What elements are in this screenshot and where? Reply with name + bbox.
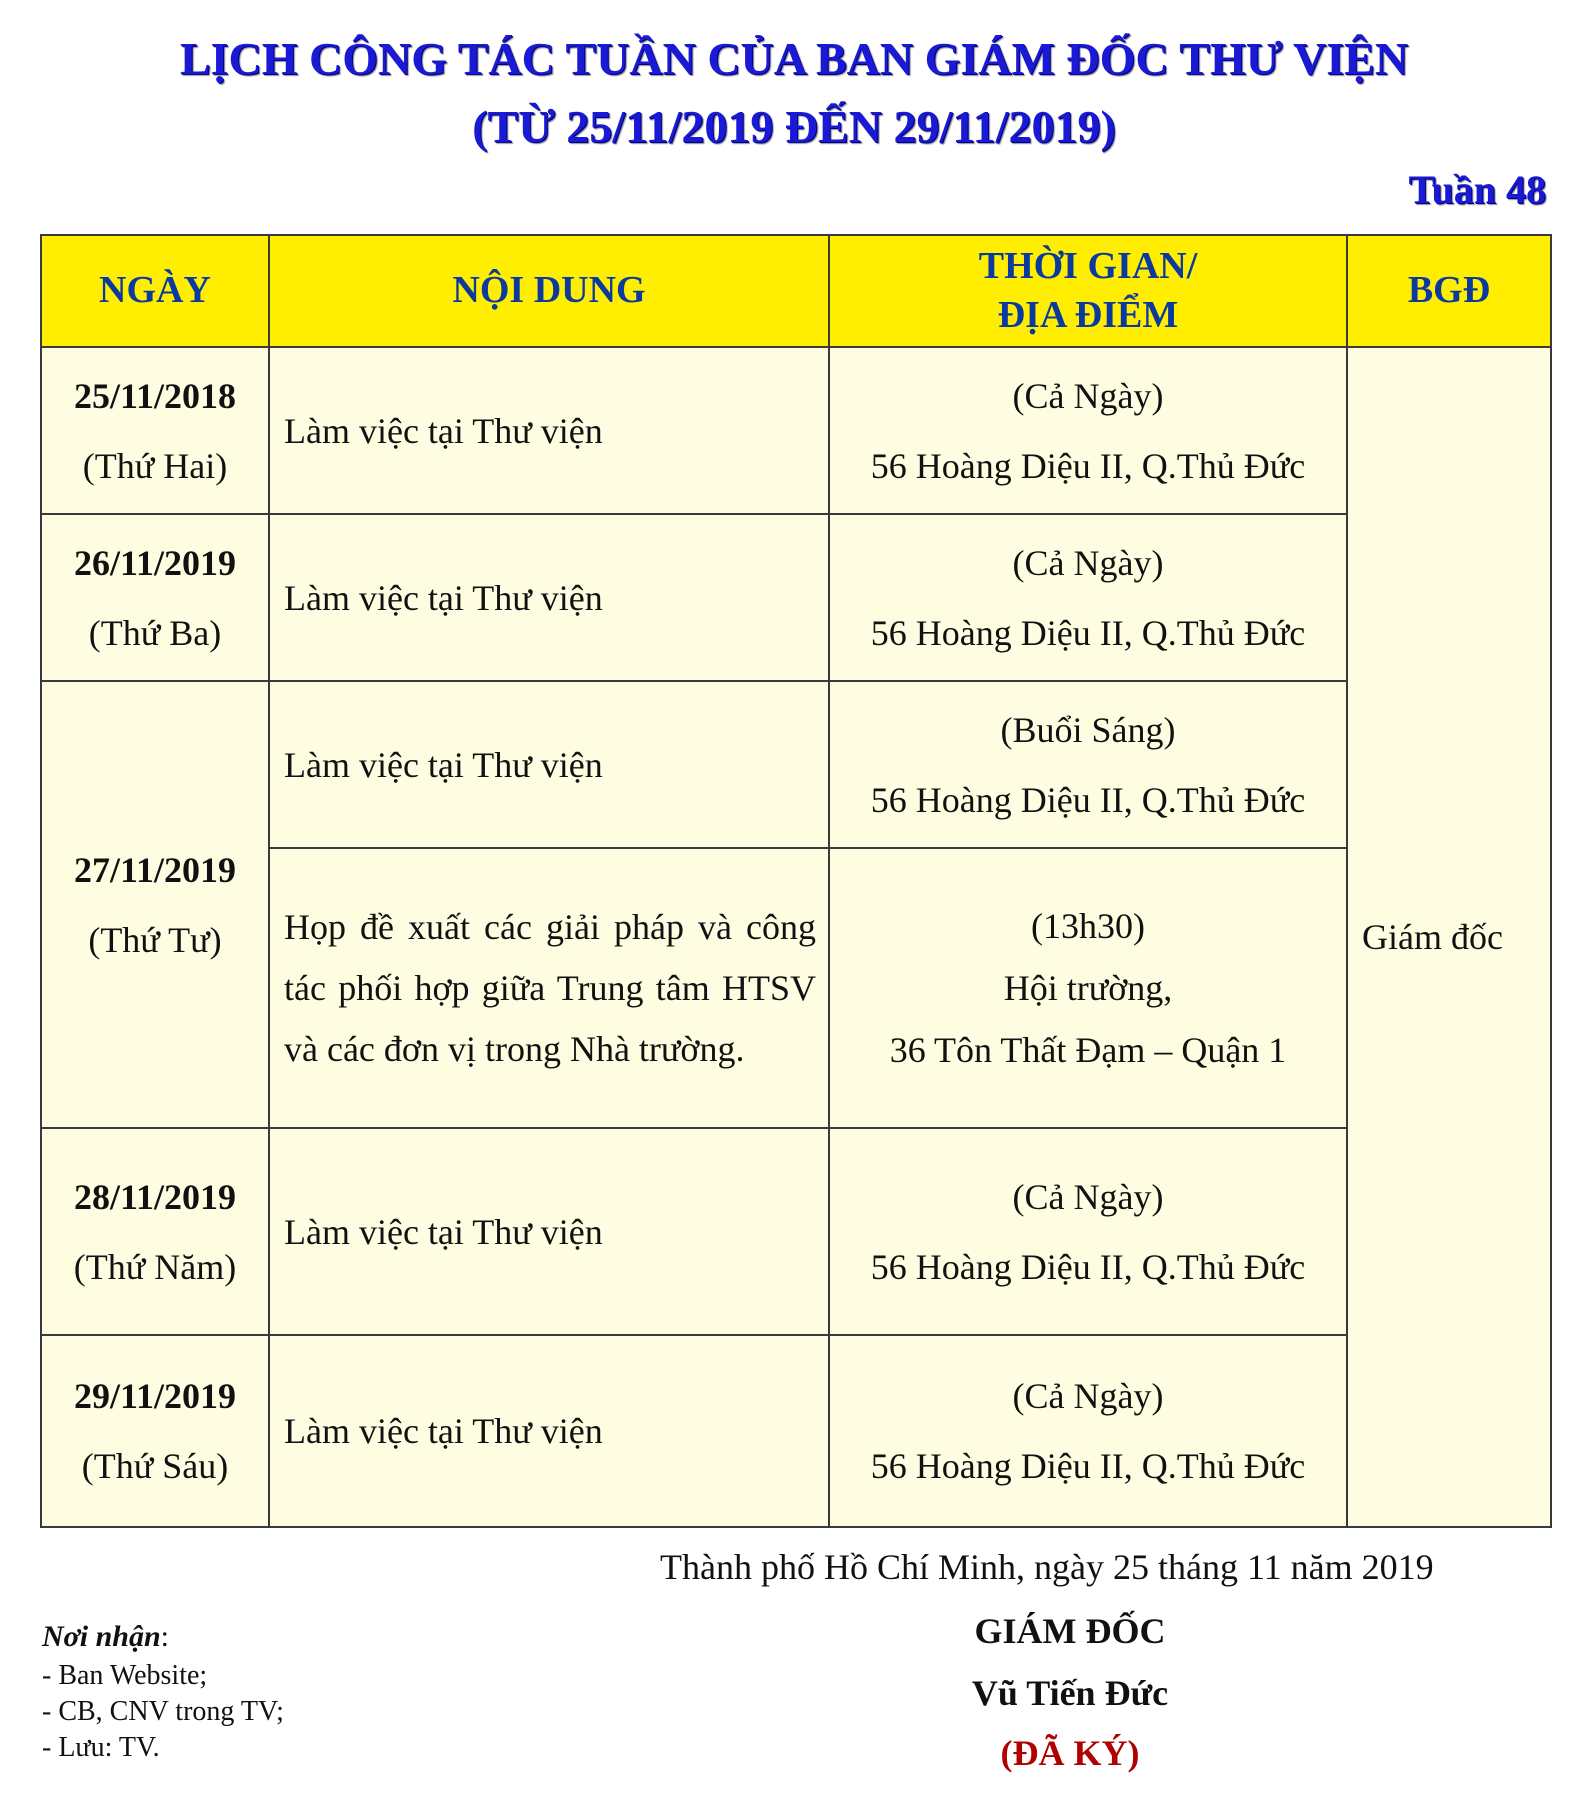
recipient-item: - Lưu: TV.	[42, 1732, 160, 1763]
recipient-item: - CB, CNV trong TV;	[42, 1696, 284, 1727]
content-cell: Họp đề xuất các giải pháp và công tác phối hợp giữa Trung tâm HTSV và các đơn vị trong Nhà trường.	[269, 848, 829, 1128]
time-place-cell	[829, 681, 1347, 848]
date-text: 26/11/2019	[73, 542, 237, 583]
signed-mark: (ĐÃ KÝ)	[1000, 1733, 1140, 1773]
day-cell	[41, 1335, 269, 1527]
weekday-text: (Thứ Ba)	[88, 612, 222, 653]
table-header-row	[41, 235, 1551, 347]
table-row	[41, 514, 1551, 681]
place-text: 56 Hoàng Diệu II, Q.Thủ Đức	[870, 445, 1306, 486]
header-bgd: BGĐ	[1347, 235, 1551, 347]
time-place-cell	[829, 848, 1347, 1128]
weekday-text: (Thứ Hai)	[82, 445, 228, 486]
place-text: 56 Hoàng Diệu II, Q.Thủ Đức	[870, 612, 1306, 653]
time-place-cell	[829, 347, 1347, 514]
issue-date-line: Thành phố Hồ Chí Minh, ngày 25 tháng 11 năm 2019	[660, 1547, 1434, 1587]
header-day: NGÀY	[41, 235, 269, 347]
header-time: THỜI GIAN/	[978, 244, 1198, 287]
time-place-cell	[829, 1128, 1347, 1335]
weekday-text: (Thứ Năm)	[73, 1246, 237, 1287]
weekday-text: (Thứ Sáu)	[81, 1446, 229, 1486]
place-text: 56 Hoàng Diệu II, Q.Thủ Đức	[870, 779, 1306, 820]
recipients-heading	[42, 1620, 169, 1654]
day-cell	[41, 1128, 269, 1335]
time-text: (Cả Ngày)	[1012, 542, 1164, 583]
place-text: 56 Hoàng Diệu II, Q.Thủ Đức	[870, 1446, 1306, 1486]
schedule-table	[40, 234, 1552, 1528]
day-cell	[41, 514, 269, 681]
header-time-place	[829, 235, 1347, 347]
date-text: 29/11/2019	[73, 1376, 237, 1416]
time-text: (Cả Ngày)	[1012, 1176, 1164, 1217]
day-cell	[41, 347, 269, 514]
place-text: Hội trường,	[1003, 968, 1173, 1008]
time-place-cell	[829, 514, 1347, 681]
content-cell: Làm việc tại Thư viện	[269, 347, 829, 514]
signer-name: Vũ Tiến Đức	[971, 1673, 1169, 1713]
header-content: NỘI DUNG	[269, 235, 829, 347]
table-row	[41, 681, 1551, 848]
recipients-colon: :	[160, 1620, 169, 1653]
time-text: (13h30)	[1031, 906, 1145, 946]
table-row	[41, 1128, 1551, 1335]
table-row	[41, 1335, 1551, 1527]
document-date-range: (TỪ 25/11/2019 ĐẾN 29/11/2019)	[472, 101, 1116, 152]
content-cell: Làm việc tại Thư viện	[269, 681, 829, 848]
date-text: 28/11/2019	[73, 1176, 237, 1217]
content-cell: Làm việc tại Thư viện	[269, 1335, 829, 1527]
date-text: 25/11/2018	[73, 375, 237, 416]
table-row	[41, 347, 1551, 514]
recipients-title: Nơi nhận	[42, 1620, 161, 1653]
time-place-cell	[829, 1335, 1347, 1527]
time-text: (Cả Ngày)	[1012, 1376, 1164, 1416]
content-cell: Làm việc tại Thư viện	[269, 1128, 829, 1335]
weekday-text: (Thứ Tư)	[88, 919, 222, 960]
content-cell: Làm việc tại Thư viện	[269, 514, 829, 681]
day-cell	[41, 681, 269, 1128]
place-text: 56 Hoàng Diệu II, Q.Thủ Đức	[870, 1246, 1306, 1287]
week-number: Tuần 48	[1408, 167, 1546, 212]
header-place: ĐỊA ĐIỂM	[997, 294, 1179, 336]
date-text: 27/11/2019	[73, 849, 237, 890]
bgd-cell: Giám đốc	[1347, 347, 1551, 1527]
time-text: (Buổi Sáng)	[1000, 709, 1176, 750]
document-title: LỊCH CÔNG TÁC TUẦN CỦA BAN GIÁM ĐỐC THƯ VIỆN	[179, 33, 1409, 84]
time-text: (Cả Ngày)	[1012, 375, 1164, 416]
place-text: 36 Tôn Thất Đạm – Quận 1	[889, 1030, 1287, 1070]
signer-position: GIÁM ĐỐC	[974, 1611, 1166, 1651]
recipient-item: - Ban Website;	[42, 1660, 208, 1691]
